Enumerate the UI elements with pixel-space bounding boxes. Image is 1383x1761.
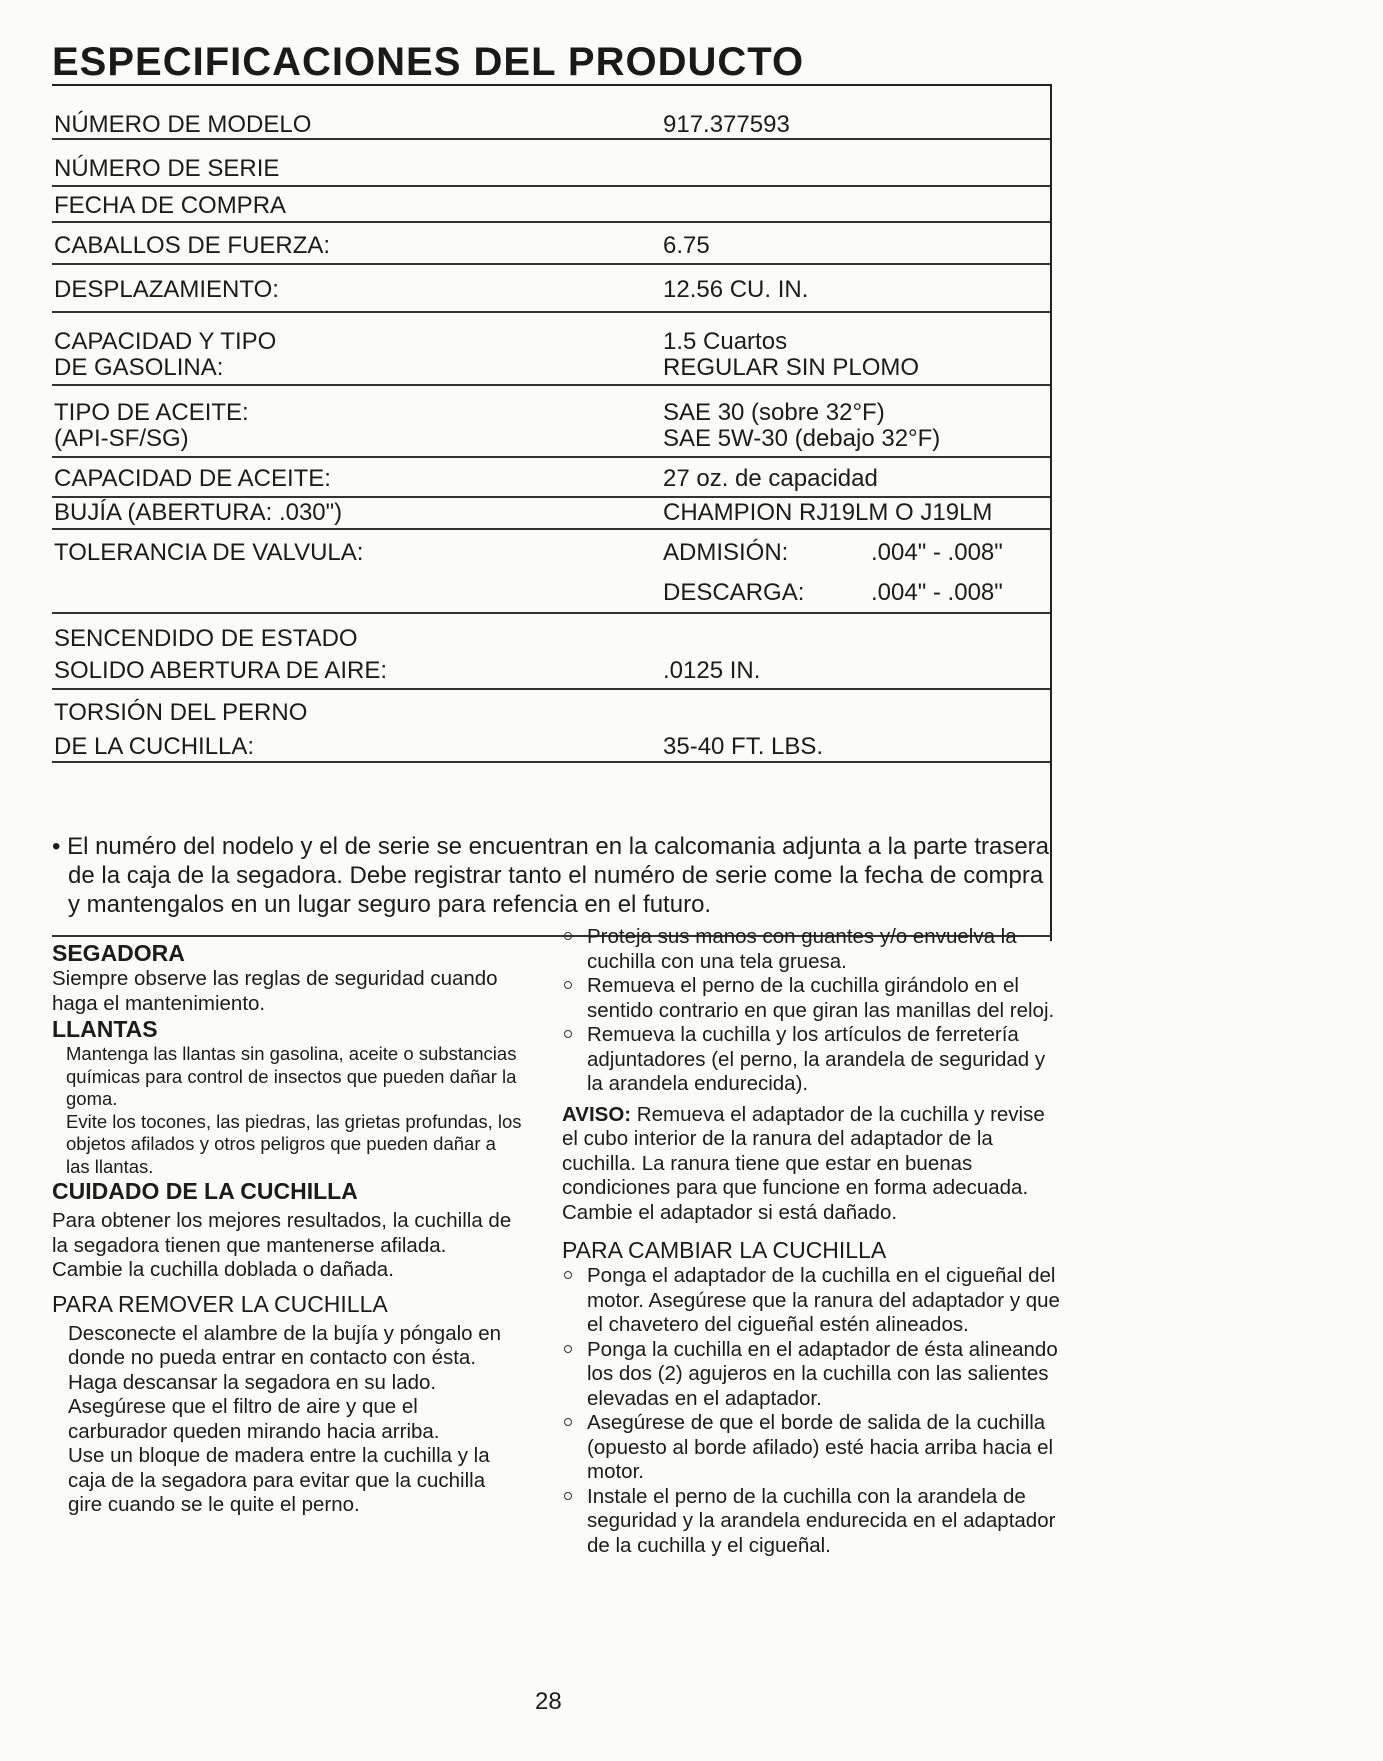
spec-value: .0125 IN. xyxy=(663,657,761,684)
list-item xyxy=(562,1338,1060,1412)
list-item-text: Remueva el perno de la cuchilla girándolo en el sentido contrario en que giran las manillas del reloj. xyxy=(587,974,1055,1022)
spec-value: 6.75 xyxy=(663,232,710,259)
valve-exhaust-label: DESCARGA: xyxy=(663,579,805,606)
valve-exhaust-value: .004" - .008" xyxy=(871,579,1003,606)
bullet-icon xyxy=(564,1418,572,1426)
left-column xyxy=(52,940,522,1518)
bullet-icon xyxy=(564,1345,572,1353)
spec-label: NÚMERO DE MODELO xyxy=(54,111,312,138)
bullet-icon xyxy=(564,932,572,940)
section-heading-llantas: LLANTAS xyxy=(52,1016,158,1042)
bullet-icon xyxy=(564,1030,572,1038)
section-heading-cambiar: PARA CAMBIAR LA CUCHILLA xyxy=(562,1237,887,1263)
spec-label: DESPLAZAMIENTO: xyxy=(54,276,279,303)
spec-value: 27 oz. de capacidad xyxy=(663,465,878,492)
spec-value: 917.377593 xyxy=(663,111,790,138)
spec-label: TIPO DE ACEITE: xyxy=(54,399,249,426)
spec-label: CAPACIDAD Y TIPO xyxy=(54,328,277,355)
spec-value: 1.5 Cuartos xyxy=(663,328,788,355)
list-item-text: Remueva la cuchilla y los artículos de ferretería adjuntadores (el perno, la arandela de seguridad y la arandela endurecida). xyxy=(587,1023,1046,1095)
llantas-paragraph: Evite los tocones, las piedras, las grietas profundas, los objetos afilados y otros peligros que pueden dañar a las llantas. xyxy=(66,1110,522,1177)
aviso-label: AVISO: xyxy=(562,1102,632,1126)
list-item-text: Asegúrese de que el borde de salida de la cuchilla (opuesto al borde afilado) esté hacia arriba hacia el motor. xyxy=(587,1411,1054,1483)
list-item xyxy=(562,1485,1060,1559)
valve-exhaust xyxy=(663,578,1003,607)
specifications-table xyxy=(52,84,1052,941)
spec-label: SOLIDO ABERTURA DE AIRE: xyxy=(54,657,387,684)
bullet-icon xyxy=(564,981,572,989)
spec-row-oil-type xyxy=(52,386,1050,458)
spec-label: SENCENDIDO DE ESTADO xyxy=(54,625,358,652)
page-title: ESPECIFICACIONES DEL PRODUCTO xyxy=(52,40,805,84)
remover-paragraph: Use un bloque de madera entre la cuchilla y la caja de la segadora para evitar que la cuchilla gire cuando se le quite el perno. xyxy=(68,1444,490,1516)
valve-intake-label: ADMISIÓN: xyxy=(663,539,789,566)
spec-label: (API-SF/SG) xyxy=(54,425,189,452)
spec-label: TORSIÓN DEL PERNO xyxy=(54,699,308,726)
spec-row-fuel xyxy=(52,313,1050,386)
segadora-text: Siempre observe las reglas de seguridad cuando haga el mantenimiento. xyxy=(52,967,498,1015)
cuidado-text: Para obtener los mejores resultados, la cuchilla de la segadora tienen que mantenerse afilada. Cambie la cuchilla doblada o dañada. xyxy=(52,1209,512,1281)
spec-label: CABALLOS DE FUERZA: xyxy=(54,232,331,259)
remover-paragraph: Desconecte el alambre de la bujía y póngalo en donde no pueda entrar en contacto con ésta. xyxy=(68,1321,502,1369)
spec-row-valve-clearance xyxy=(52,530,1050,614)
section-heading-remover: PARA REMOVER LA CUCHILLA xyxy=(52,1290,388,1317)
spec-row-purchase-date xyxy=(52,187,1050,223)
replace-steps-list xyxy=(562,1264,1060,1558)
spec-label: TOLERANCIA DE VALVULA: xyxy=(54,539,364,566)
spec-row-horsepower xyxy=(52,223,1050,265)
bullet-icon xyxy=(564,1492,572,1500)
right-column xyxy=(562,925,1060,1558)
list-item xyxy=(562,974,1060,1023)
spec-value: REGULAR SIN PLOMO xyxy=(663,354,920,381)
list-item-text: Instale el perno de la cuchilla con la arandela de seguridad y la arandela endurecida en el adaptador de la cuchilla y el cigueñal. xyxy=(587,1484,1056,1557)
spec-row-model xyxy=(52,110,1050,140)
section-heading-cuidado: CUIDADO DE LA CUCHILLA xyxy=(52,1178,358,1204)
spec-row-blade-torque xyxy=(52,690,1050,760)
valve-intake-value: .004" - .008" xyxy=(871,539,1003,566)
remover-paragraph: Haga descansar la segadora en su lado. Asegúrese que el filtro de aire y que el carburador queden mirando hacia arriba. xyxy=(68,1370,440,1443)
spec-label: NÚMERO DE SERIE xyxy=(54,155,280,182)
spec-value: 35-40 FT. LBS. xyxy=(663,733,824,760)
list-item xyxy=(562,1264,1060,1338)
spec-label: CAPACIDAD DE ACEITE: xyxy=(54,465,331,492)
spec-row-serial xyxy=(52,140,1050,187)
registration-note: • El numéro del nodelo y el de serie se encuentran en la calcomania adjunta a la parte trasera de la caja de la segadora. Debe registrar tanto el numéro de serie come la fecha de compra y mantengalos en un lugar seguro para refencia en el futuro. xyxy=(52,833,1050,918)
spec-value: SAE 5W-30 (debajo 32°F) xyxy=(663,425,941,452)
spec-label: DE GASOLINA: xyxy=(54,354,224,381)
bullet-icon xyxy=(564,1271,572,1279)
list-item xyxy=(562,925,1060,974)
valve-intake xyxy=(663,538,1003,567)
spec-value: CHAMPION RJ19LM O J19LM xyxy=(663,499,993,526)
aviso-paragraph xyxy=(562,1103,1060,1226)
spec-row-air-gap xyxy=(52,614,1050,690)
spec-label: DE LA CUCHILLA: xyxy=(54,733,255,760)
list-item xyxy=(562,1411,1060,1485)
divider xyxy=(52,761,1050,763)
page-number: 28 xyxy=(535,1688,562,1715)
spec-value: 12.56 CU. IN. xyxy=(663,276,809,303)
aviso-text: Remueva el adaptador de la cuchilla y revise el cubo interior de la ranura del adaptador de la cuchilla. La ranura tiene que estar en buenas condiciones para que funcione en forma adecuada. Cambie el adaptador si está dañado. xyxy=(562,1102,1045,1224)
spec-label: BUJÍA (ABERTURA: .030") xyxy=(54,499,343,526)
spec-label: FECHA DE COMPRA xyxy=(54,192,287,219)
spec-value: SAE 30 (sobre 32°F) xyxy=(663,399,885,426)
spec-row-oil-capacity xyxy=(52,458,1050,498)
section-heading-segadora: SEGADORA xyxy=(52,940,185,966)
spec-row-spark-plug xyxy=(52,498,1050,530)
llantas-paragraph: Mantenga las llantas sin gasolina, aceite o substancias químicas para control de insectos que pueden dañar la goma. xyxy=(66,1043,517,1109)
list-item xyxy=(562,1023,1060,1097)
list-item-text: Ponga el adaptador de la cuchilla en el cigueñal del motor. Asegúrese que la ranura del adaptador y que el chavetero del cigueñal estén alineados. xyxy=(587,1264,1060,1336)
spec-row-displacement xyxy=(52,265,1050,313)
list-item-text: Ponga la cuchilla en el adaptador de ésta alineando los dos (2) agujeros en la cuchilla con las salientes elevadas en el adaptador. xyxy=(587,1337,1058,1410)
list-item-text: Proteja sus manos con guantes y/o envuelva la cuchilla con una tela gruesa. xyxy=(587,925,1017,973)
remove-steps-list xyxy=(562,925,1060,1097)
